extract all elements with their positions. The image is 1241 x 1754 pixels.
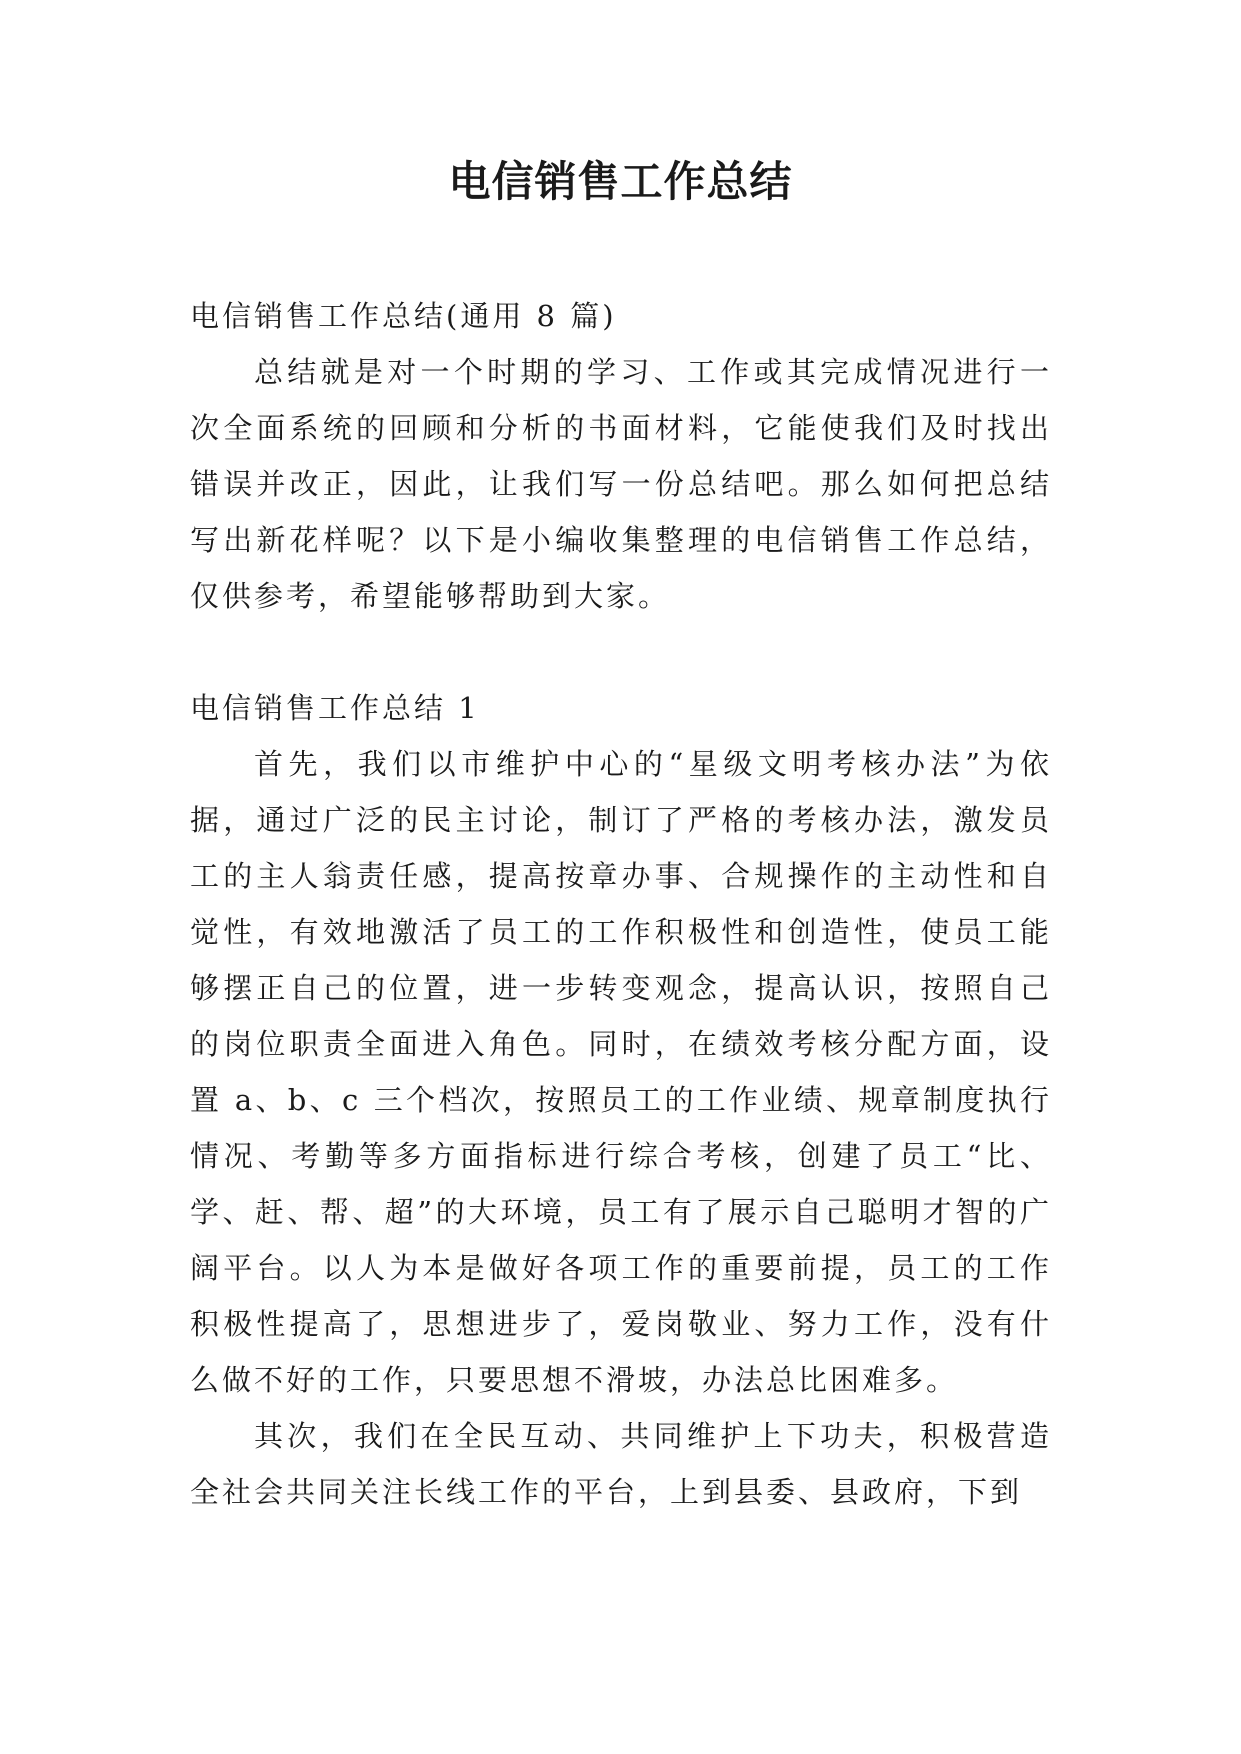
- section-paragraph-1: 首先，我们以市维护中心的“星级文明考核办法”为依据，通过广泛的民主讨论，制订了严格的考核办法，激发员工的主人翁责任感，提高按章办事、合规操作的主动性和自觉性，有效地激活了员工的工作积极性和创造性，使员工能够摆正自己的位置，进一步转变观念，提高认识，按照自己的岗位职责全面进入角色。同时，在绩效考核分配方面，设置 a、b、c 三个档次，按照员工的工作业绩、规章制度执行情况、考勤等多方面指标进行综合考核，创建了员工“比、学、赶、帮、超”的大环境，员工有了展示自己聪明才智的广阔平台。以人为本是做好各项工作的重要前提，员工的工作积极性提高了，思想进步了，爱岗敬业、努力工作，没有什么做不好的工作，只要思想不滑坡，办法总比困难多。: [190, 747, 1052, 1397]
- intro-paragraph: 总结就是对一个时期的学习、工作或其完成情况进行一次全面系统的回顾和分析的书面材料，它能使我们及时找出错误并改正，因此，让我们写一份总结吧。那么如何把总结写出新花样呢？以下是小编收集整理的电信销售工作总结，仅供参考，希望能够帮助到大家。: [190, 355, 1052, 613]
- document-body: [190, 288, 1052, 1520]
- section-paragraph-2: 其次，我们在全民互动、共同维护上下功夫，积极营造全社会共同关注长线工作的平台，上到县委、县政府，下到: [190, 1419, 1052, 1509]
- document-title: 电信销售工作总结: [448, 157, 793, 206]
- section-spacer: [190, 624, 1052, 680]
- section-heading: 电信销售工作总结 1: [190, 691, 480, 725]
- document-subtitle: 电信销售工作总结(通用 8 篇): [190, 299, 617, 333]
